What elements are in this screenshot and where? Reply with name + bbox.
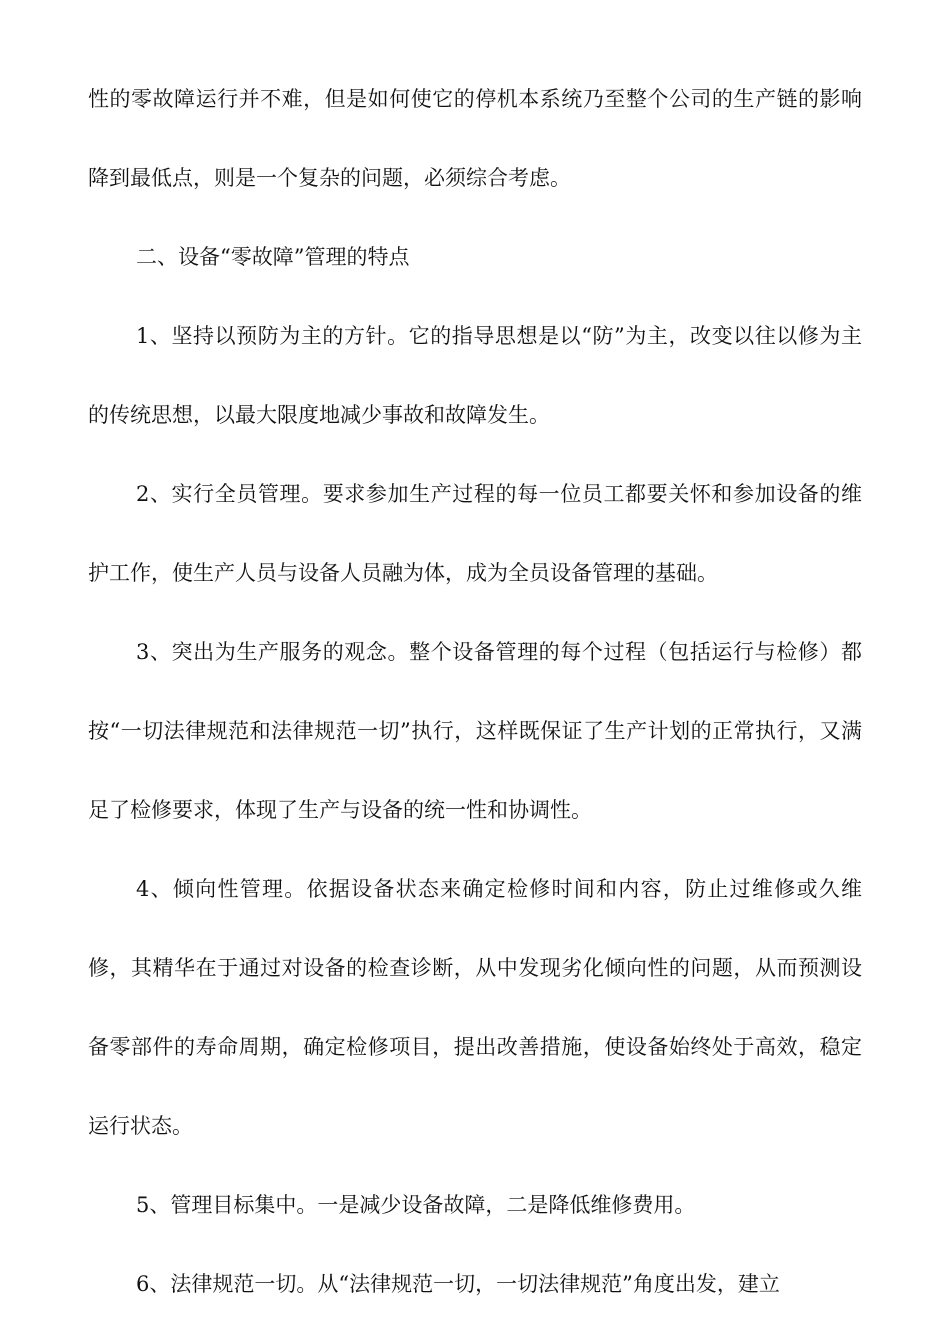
continuation-paragraph: 性的零故障运行并不难，但是如何使它的停机本系统乃至整个公司的生产链的影响降到最低点，则是一个复杂的问题，必须综合考虑。	[88, 87, 862, 190]
list-item-1: 1、坚持以预防为主的方针。它的指导思想是以“防”为主，改变以往以修为主的传统思想，以最大限度地减少事故和故障发生。	[88, 324, 862, 427]
list-item-2: 2、实行全员管理。要求参加生产过程的每一位员工都要关怀和参加设备的维护工作，使生产人员与设备人员融为体，成为全员设备管理的基础。	[88, 482, 862, 585]
list-item-6: 6、法律规范一切。从“法律规范一切，一切法律规范”角度出发，建立	[136, 1272, 780, 1296]
list-item-4: 4、倾向性管理。依据设备状态来确定检修时间和内容，防止过维修或久维修，其精华在于通过对设备的检查诊断，从中发现劣化倾向性的问题，从而预测设备零部件的寿命周期，确定检修项目，提出改善措施，使设备始终处于高效，稳定运行状态。	[88, 877, 862, 1138]
section-heading: 二、设备“零故障”管理的特点	[136, 245, 410, 269]
document-page	[88, 88, 862, 1324]
list-item-3: 3、突出为生产服务的观念。整个设备管理的每个过程（包括运行与检修）都按“一切法律规范和法律规范一切”执行，这样既保证了生产计划的正常执行，又满足了检修要求，体现了生产与设备的统一性和协调性。	[88, 640, 862, 822]
list-item-5: 5、管理目标集中。一是减少设备故障，二是降低维修费用。	[136, 1193, 696, 1217]
